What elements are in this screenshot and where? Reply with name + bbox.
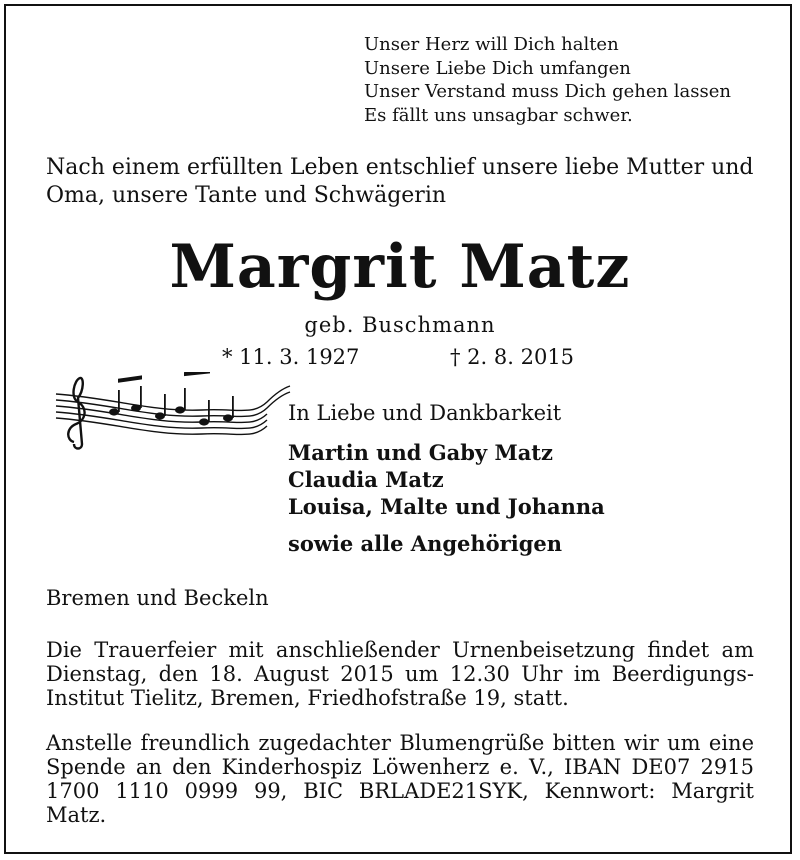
poem-line: Es fällt uns unsagbar schwer. [364, 104, 633, 126]
family-member: Martin und Gaby Matz [288, 440, 553, 465]
ceremony-paragraph: Die Trauerfeier mit anschließender Urnenbeisetzung findet am Dienstag, den 18. August 2015 um 12.30 Uhr im Beerdigungs-Institut Tielitz, Bremen, Friedhofstraße 19, statt. [46, 638, 754, 710]
deceased-name: Margrit Matz [169, 232, 631, 302]
intro-line: Nach einem erfüllten Leben entschlief unsere liebe Mutter und [46, 155, 754, 180]
poem-line: Unser Herz will Dich halten [364, 34, 619, 55]
maiden-name: geb. Buschmann [304, 313, 496, 337]
poem-line: Unser Verstand muss Dich gehen lassen [364, 81, 732, 102]
death-date: † 2. 8. 2015 [450, 345, 575, 369]
poem-line: Unsere Liebe Dich umfangen [364, 57, 631, 79]
place-line: Bremen und Beckeln [46, 586, 269, 610]
family-member: Louisa, Malte und Johanna [288, 494, 605, 519]
intro-text [46, 154, 754, 210]
thanks-line: In Liebe und Dankbarkeit [288, 401, 562, 425]
family-member: Claudia Matz [288, 467, 444, 492]
family-list [288, 439, 605, 520]
poem [364, 33, 731, 127]
birth-date: * 11. 3. 1927 [222, 345, 360, 369]
intro-line: Oma, unsere Tante und Schwägerin [46, 183, 447, 208]
relatives-line: sowie alle Angehörigen [288, 531, 563, 556]
music-staff-icon [52, 372, 292, 452]
donation-paragraph: Anstelle freundlich zugedachter Blumengrüße bitten wir um eine Spende an den Kinderhospiz Löwenherz e. V., IBAN DE07 2915 1700 1110 0999 99, BIC BRLADE21SYK, Kennwort: Margrit Matz. [46, 731, 754, 827]
